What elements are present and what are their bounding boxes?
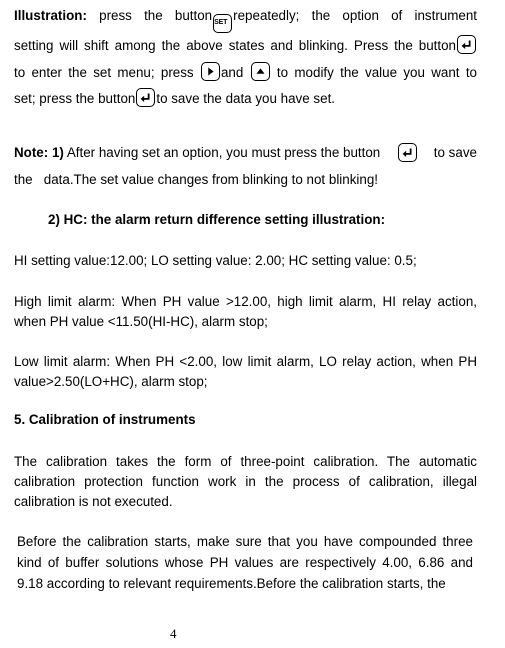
illustration-text-1: press the button bbox=[99, 8, 213, 23]
enter-key-icon-3 bbox=[398, 143, 417, 162]
illustration-label: Illustration: bbox=[14, 8, 87, 23]
illustration-line-3 bbox=[14, 60, 477, 87]
high-alarm-paragraph: High limit alarm: When PH value >12.00, high limit alarm, HI relay action, when PH value <11.50(HI-HC), alarm stop; bbox=[14, 294, 477, 329]
section5-title: 5. Calibration of instruments bbox=[14, 412, 196, 427]
illustration-text-6: to modify the value you want to bbox=[276, 64, 477, 80]
illustration-text-2: repeatedly; the option of instrument bbox=[233, 8, 478, 23]
up-arrow-key-icon bbox=[251, 62, 270, 81]
illustration-text-4: to enter the set menu; press bbox=[14, 64, 194, 80]
set-key-icon: SET bbox=[213, 14, 232, 33]
page-number: 4 bbox=[170, 626, 177, 641]
note-text-1: After having set an option, you must press the button bbox=[66, 145, 381, 160]
hc-heading: 2) HC: the alarm return difference setting illustration: bbox=[48, 212, 386, 227]
enter-key-icon bbox=[457, 35, 476, 54]
right-arrow-key-icon bbox=[201, 62, 220, 81]
note-left bbox=[14, 145, 380, 160]
hc-values: HI setting value:12.00; LO setting value: 2.00; HC setting value: 0.5; bbox=[14, 253, 417, 268]
note-label: Note bbox=[14, 145, 44, 160]
illustration-text-3: setting will shift among the above states and blinking. Press the button bbox=[14, 38, 456, 53]
illustration-line-1 bbox=[14, 3, 477, 33]
illustration-line-4 bbox=[14, 86, 477, 113]
calibration-paragraph-1: The calibration takes the form of three-point calibration. The automatic calibration protection function work in the process of calibration, illegal calibration is not executed. bbox=[14, 454, 477, 509]
illustration-text-8: to save the data you have set. bbox=[156, 91, 336, 107]
calibration-paragraph-2: Before the calibration starts, make sure that you have compounded three kind of buffer solutions whose PH values are respectively 4.00, 6.86 and 9.18 according to relevant requirements.Before the calibration starts, the bbox=[17, 534, 473, 591]
illustration-line-2 bbox=[14, 33, 477, 60]
low-alarm-paragraph: Low limit alarm: When PH <2.00, low limit alarm, LO relay action, when PH value>2.50(LO+HC), alarm stop; bbox=[14, 354, 477, 389]
illustration-text-5: and bbox=[220, 64, 244, 80]
note-text-3: the data.The set value changes from blinking to not blinking! bbox=[14, 172, 378, 187]
illustration-text-7: set; press the button bbox=[14, 91, 136, 107]
note-number: : 1) bbox=[43, 145, 64, 160]
note-line-2 bbox=[14, 172, 477, 187]
note-line-1 bbox=[14, 143, 477, 162]
note-text-2: to save bbox=[433, 145, 477, 160]
enter-key-icon-2 bbox=[136, 88, 155, 107]
illustration-paragraph bbox=[14, 3, 477, 113]
